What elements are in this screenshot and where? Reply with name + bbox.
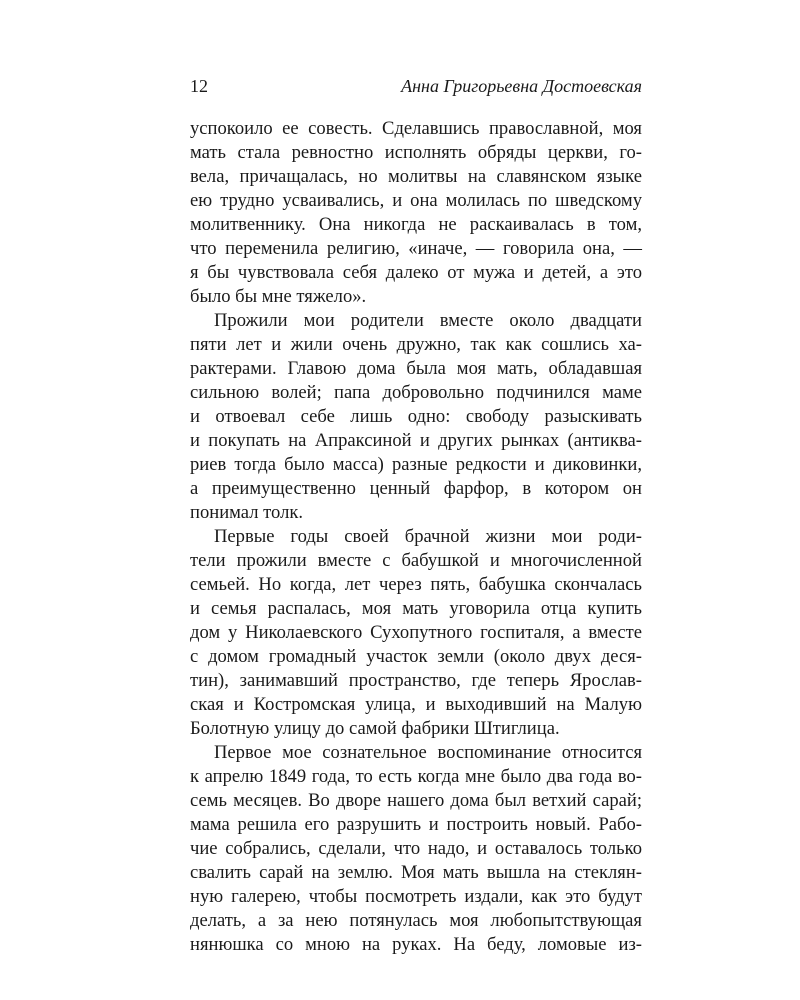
- running-head: [190, 74, 642, 98]
- text-line: к апрелю 1849 года, то есть когда мне было два года во-: [190, 766, 642, 787]
- body-text: [190, 117, 642, 957]
- text-line: тин), занимавший пространство, где теперь Ярослав-: [190, 670, 642, 691]
- text-line: делать, а за нею потянулась моя любопытствующая: [190, 910, 642, 931]
- text-line: Болотную улицу до самой фабрики Штиглица.: [190, 718, 560, 739]
- text-line: а преимущественно ценный фарфор, в котором он: [190, 478, 642, 499]
- text-line: рактерами. Главою дома была моя мать, обладавшая: [190, 358, 642, 379]
- text-line: молитвеннику. Она никогда не раскаивалась в том,: [190, 214, 642, 235]
- text-line: и семья распалась, моя мать уговорила отца купить: [190, 598, 642, 619]
- text-line: с домом громадный участок земли (около двух деся-: [190, 646, 642, 667]
- page-number: 12: [190, 76, 208, 96]
- text-line: было бы мне тяжело».: [190, 286, 367, 307]
- text-line: ею трудно усваивались, и она молилась по шведскому: [190, 190, 642, 211]
- paragraph-first-line: Первые годы своей брачной жизни мои роди-: [214, 526, 642, 547]
- text-line: семьей. Но когда, лет через пять, бабушка скончалась: [190, 574, 642, 595]
- text-line: тели прожили вместе с бабушкой и многочисленной: [190, 550, 642, 571]
- text-line: нянюшка со мною на руках. На беду, ломовые из-: [190, 934, 642, 955]
- text-line: риев тогда было масса) разные редкости и диковинки,: [190, 454, 642, 475]
- text-line: что переменила религию, «иначе, — говорила она, —: [190, 238, 642, 259]
- text-line: ская и Костромская улица, и выходивший на Малую: [190, 694, 642, 715]
- text-line: и покупать на Апраксиной и других рынках (антиква-: [190, 430, 642, 451]
- text-line: мама решила его разрушить и построить новый. Рабо-: [190, 814, 642, 835]
- paragraph-first-line: Прожили мои родители вместе около двадцати: [214, 310, 642, 331]
- text-line: понимал толк.: [190, 502, 304, 523]
- text-line: мать стала ревностно исполнять обряды церкви, го-: [190, 142, 642, 163]
- text-line: дом у Николаевского Сухопутного госпиталя, а вместе: [190, 622, 642, 643]
- paragraph-first-line: Первое мое сознательное воспоминание относится: [214, 742, 642, 763]
- text-line: семь месяцев. Во дворе нашего дома был ветхий сарай;: [190, 790, 642, 811]
- text-line: ную галерею, чтобы посмотреть издали, как это будут: [190, 886, 642, 907]
- text-line: пяти лет и жили очень дружно, так как сошлись ха-: [190, 334, 642, 355]
- text-line: чие собрались, сделали, что надо, и оставалось только: [190, 838, 642, 859]
- text-line: успокоило ее совесть. Сделавшись православной, моя: [190, 118, 642, 139]
- text-line: и отвоевал себе лишь одно: свободу разыскивать: [190, 406, 642, 427]
- text-line: свалить сарай на землю. Моя мать вышла на стеклян-: [190, 862, 642, 883]
- text-line: вела, причащалась, но молитвы на славянском языке: [190, 166, 642, 187]
- text-line: сильною волей; папа добровольно подчинился маме: [190, 382, 642, 403]
- running-title: Анна Григорьевна Достоевская: [401, 76, 642, 96]
- text-line: я бы чувствовала себя далеко от мужа и детей, а это: [190, 262, 642, 283]
